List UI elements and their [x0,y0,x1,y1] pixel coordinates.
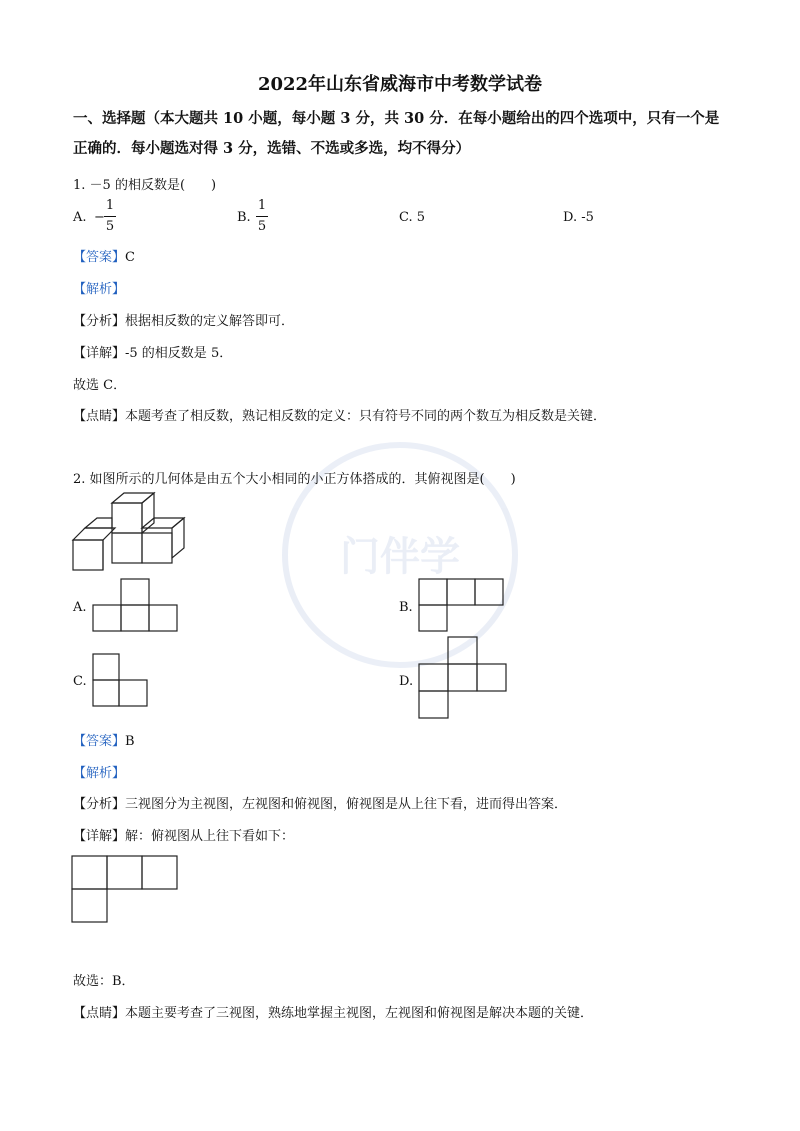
q1-fenxi [73,310,294,329]
q2-dianjing [73,1002,593,1021]
page-title: 2022年山东省威海市中考数学试卷 [257,74,543,95]
fenxi-tag: 【分析】 [73,797,126,812]
q1-option-b-fraction [256,198,268,235]
svg-text:门伴学: 门伴学 [340,534,460,580]
q2-solution-figure [72,855,182,925]
q1-answer [73,246,135,265]
answer-value: B [125,734,135,749]
xiangjie-text: 解：俯视图从上往下看如下： [125,829,295,844]
fenxi-text: 根据相反数的定义解答即可． [125,314,295,329]
q1-option-a-label: A. [73,210,87,225]
xiangjie-text: -5 的相反数是 5． [125,346,233,361]
q2-conclusion: 故选：B． [73,974,135,989]
q1-stem: 1. －5 的相反数是( ) [73,178,217,193]
q2-option-a-label: A. [73,600,87,615]
q2-option-d-figure [419,636,509,720]
fenxi-tag: 【分析】 [73,314,126,329]
q2-solid-figure [60,490,190,575]
q2-option-d-label: D. [399,674,414,689]
q2-option-b-label: B. [399,600,413,615]
answer-value: C [125,250,135,265]
q2-fenxi [73,793,567,812]
answer-tag: 【答案】 [73,250,126,265]
fraction-numerator: 1 [105,198,115,213]
dianjing-tag: 【点睛】 [73,1006,126,1021]
q1-dianjing [73,405,606,424]
fenxi-text: 三视图分为主视图，左视图和俯视图，俯视图是从上往下看，进而得出答案． [125,797,568,812]
q2-stem: 2. 如图所示的几何体是由五个大小相同的小正方体搭成的．其俯视图是( ) [73,472,516,487]
q2-option-b-figure [419,578,505,634]
q1-xiangjie [73,342,232,361]
dianjing-text: 本题考查了相反数，熟记相反数的定义：只有符号不同的两个数互为相反数是关键． [125,409,607,424]
section-heading: 一、选择题（本大题共 10 小题，每小题 3 分，共 30 分．在每小题给出的四个选项中，只有一个是正确的．每小题选对得 3 分，选错、不选或多选，均不得分） [73,110,720,157]
xiangjie-tag: 【详解】 [73,829,126,844]
q1-option-a-fraction [104,198,116,235]
fraction-bar [256,216,268,217]
dianjing-tag: 【点睛】 [73,409,126,424]
q1-option-c: C. 5 [399,210,426,225]
dianjing-text: 本题主要考查了三视图，熟练地掌握主视图，左视图和俯视图是解决本题的关键． [125,1006,594,1021]
q2-xiangjie [73,825,294,844]
q2-analysis-tag: 【解析】 [73,766,126,781]
q2-option-a-figure [93,578,179,634]
q2-option-c-label: C. [73,674,87,689]
fraction-numerator: 1 [257,198,267,213]
fraction-bar [104,216,116,217]
q1-analysis-tag: 【解析】 [73,282,126,297]
q1-option-d: D. -5 [563,210,594,225]
q1-conclusion: 故选 C． [73,378,127,393]
fraction-denominator: 5 [105,219,115,234]
fraction-denominator: 5 [257,219,267,234]
q2-option-c-figure [93,653,151,709]
q2-answer [73,730,135,749]
xiangjie-tag: 【详解】 [73,346,126,361]
q1-option-b-label: B. [237,210,251,225]
q1-option-a-sign: − [94,210,105,225]
answer-tag: 【答案】 [73,734,126,749]
